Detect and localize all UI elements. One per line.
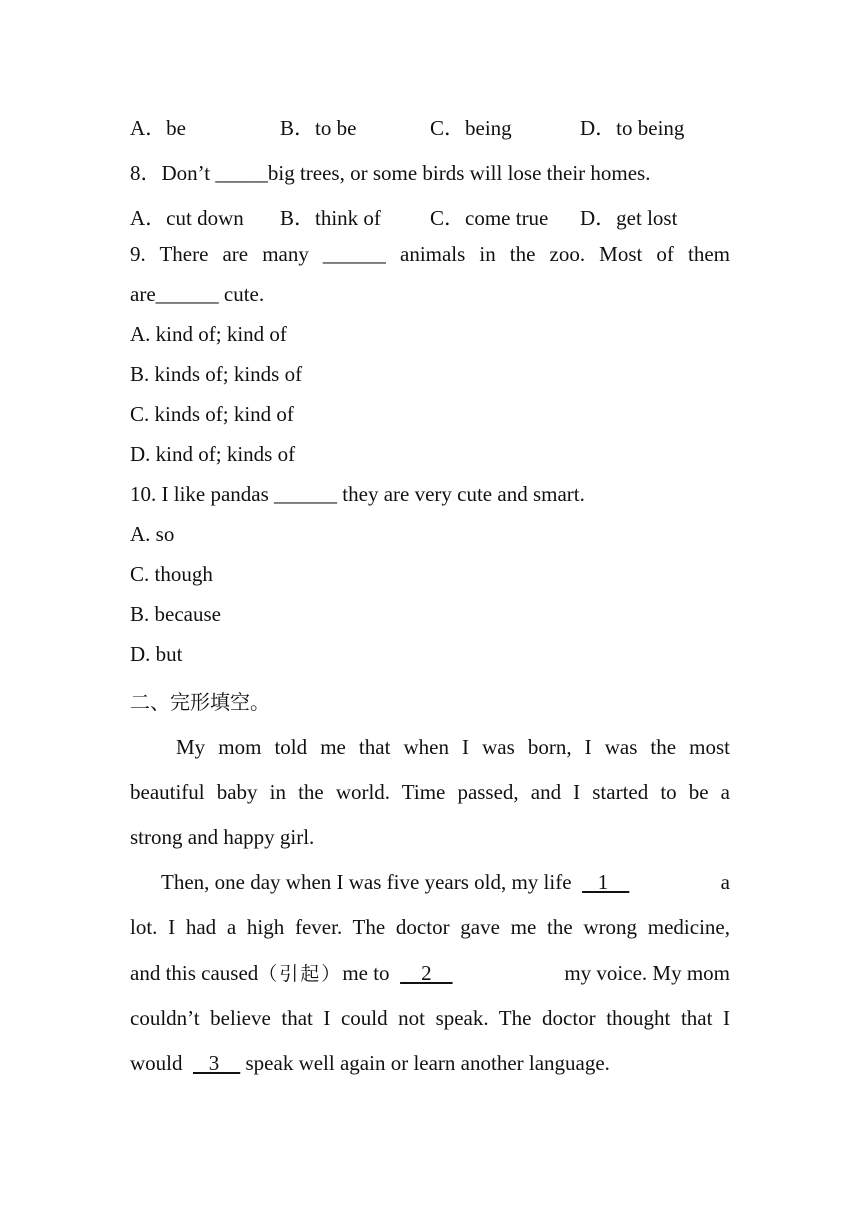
- blank-2: 2: [400, 961, 453, 985]
- passage-p2-line4: couldn’t believe that I could not speak. The doctor thought that I: [130, 1006, 730, 1030]
- passage-p2-line3-pre: and this caused: [130, 961, 259, 985]
- blank-1: 1: [582, 870, 630, 894]
- q8-option-d: D．get lost: [580, 206, 678, 230]
- q10-option-2: C. though: [130, 562, 213, 586]
- q7-option-b: B．to be: [280, 116, 357, 140]
- passage-p2-line5-pre: would: [130, 1051, 188, 1075]
- passage-p2-line2: lot. I had a high fever. The doctor gave me the wrong medicine,: [130, 915, 730, 939]
- q9-option-a: A. kind of; kind of: [130, 322, 287, 346]
- q8-option-b: B．think of: [280, 206, 381, 230]
- passage-p2-line1: [161, 869, 730, 895]
- q10-option-1: A. so: [130, 522, 175, 546]
- passage-p2-line3: [130, 960, 730, 987]
- q9-option-d: D. kind of; kinds of: [130, 442, 296, 466]
- passage-p1-line3: strong and happy girl.: [130, 825, 315, 849]
- q8-prefix: 8．Don’t: [130, 161, 216, 185]
- section-2-title: 二、完形填空。: [130, 690, 270, 714]
- passage-p2-line3-mid: me to: [342, 961, 395, 985]
- passage-p2-line5-post: speak well again or learn another language.: [240, 1051, 610, 1075]
- q9-stem-line1: 9. There are many ______ animals in the zoo. Most of them: [130, 242, 730, 266]
- passage-p2-line3-cn: （引起）: [258, 963, 343, 985]
- q8-stem: [130, 160, 730, 186]
- q7-option-a: A．be: [130, 116, 186, 140]
- q8-option-a: A．cut down: [130, 206, 244, 230]
- q9-stem-line2: are______ cute.: [130, 282, 265, 306]
- passage-p1-line2: beautiful baby in the world. Time passed, and I started to be a: [130, 780, 730, 804]
- q9-option-c: C. kinds of; kind of: [130, 402, 294, 426]
- q10-option-4: D. but: [130, 642, 183, 666]
- q8-suffix: big trees, or some birds will lose their homes.: [267, 161, 651, 185]
- q7-option-c: C．being: [430, 116, 512, 140]
- passage-p1-line1: My mom told me that when I was born, I was the most: [176, 735, 730, 759]
- q8-blank: _____: [215, 161, 268, 185]
- q9-option-b: B. kinds of; kinds of: [130, 362, 303, 386]
- passage-p2-line1-pre: Then, one day when I was five years old, my life: [161, 870, 577, 894]
- passage-p2-line1-post: a: [715, 870, 730, 894]
- q10-stem: 10. I like pandas ______ they are very cute and smart.: [130, 482, 585, 506]
- passage-p2-line5: [130, 1050, 730, 1076]
- passage-p2-line3-post: my voice. My mom: [559, 961, 730, 985]
- q10-option-3: B. because: [130, 602, 221, 626]
- q8-option-c: C．come true: [430, 206, 549, 230]
- blank-3: 3: [193, 1051, 241, 1075]
- q7-option-d: D．to being: [580, 116, 685, 140]
